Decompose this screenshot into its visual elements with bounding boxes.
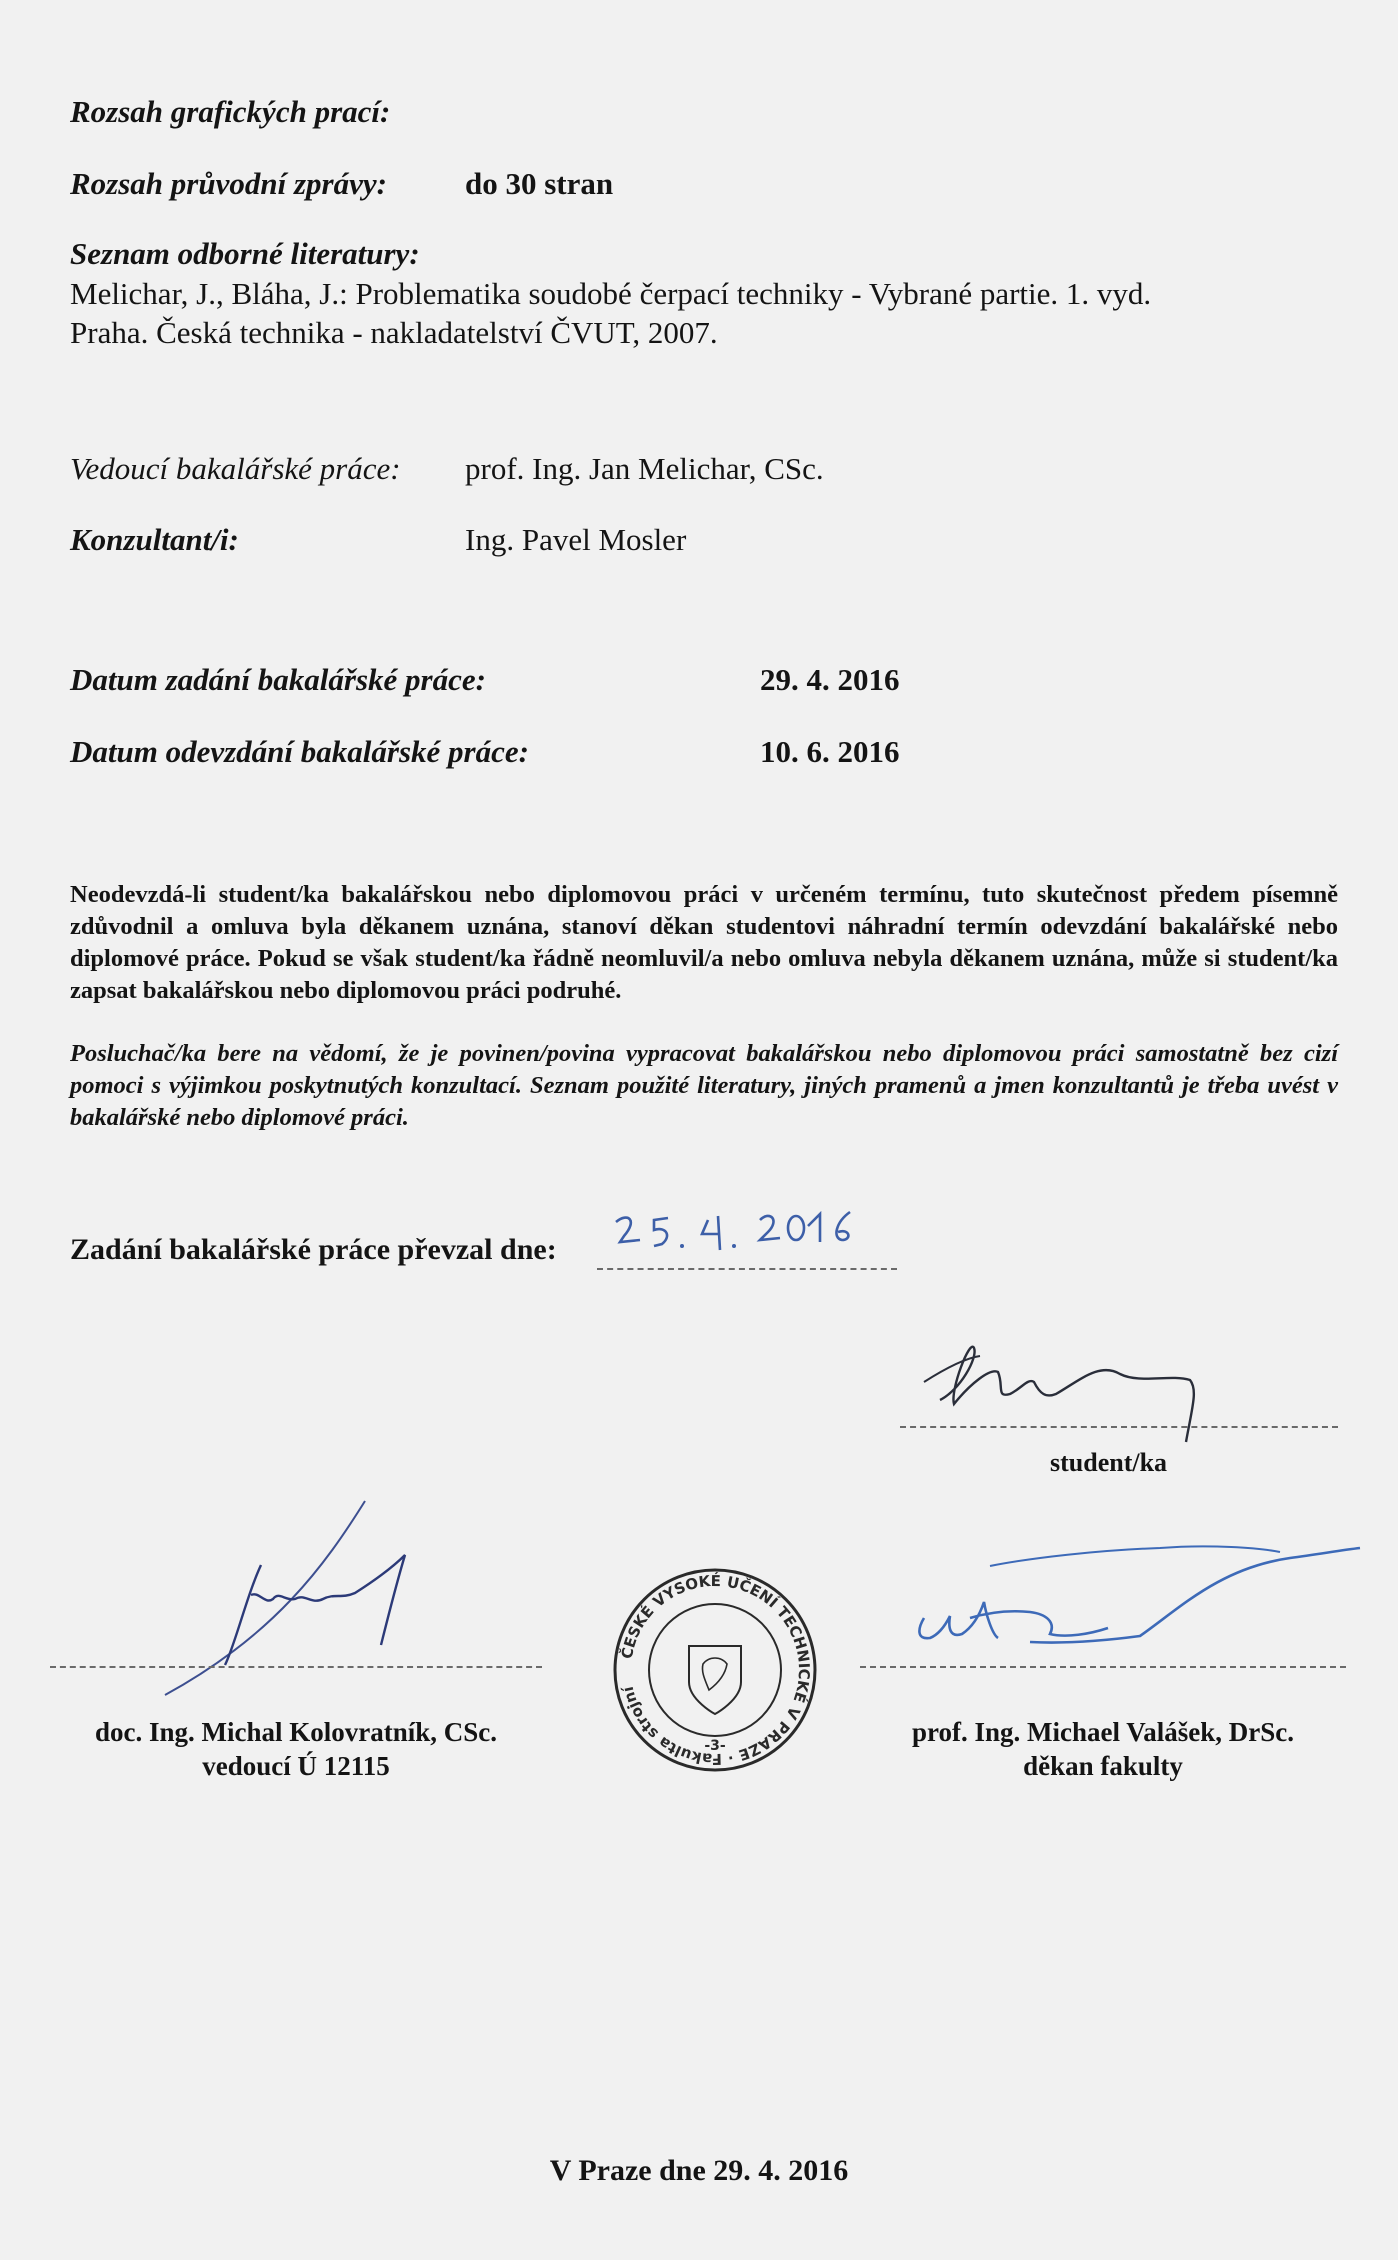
handwritten-date [610,1208,910,1268]
faculty-stamp [605,1560,825,1780]
assign-date-value: 29. 4. 2016 [760,662,900,697]
supervisor-value: prof. Ing. Jan Melichar, CSc. [465,451,824,486]
student-signature-line [900,1426,1338,1428]
consultant-label: Konzultant/i: [70,522,239,557]
place-date: V Praze dne 29. 4. 2016 [549,2154,849,2187]
consultant-value: Ing. Pavel Mosler [465,522,687,557]
head-name: doc. Ing. Michal Kolovratník, CSc. [94,1717,498,1747]
dean-role: děkan fakulty [1023,1751,1183,1781]
dean-signature [880,1548,1398,1668]
submit-date-label: Datum odevzdání bakalářské práce: [70,734,529,769]
notice-paragraph: Neodevzdá-li student/ka bakalářskou nebo diplomovou práci v určeném termínu, tuto skutečnost předem písemně zdůvodnil a omluva byla děkanem uznána, stanoví děkan studentovi náhradní termín odevzdání bakalářské nebo diplomové práce. Pokud se však student/ka řádně neomluvil/a nebo omluva nebyla děkanem uznána, může si student/ka zapsat bakalářskou nebo diplomovou práci podruhé. [70,881,1338,1004]
literature-line-2: Praha. Česká technika - nakladatelství ČVUT, 2007. [70,315,718,350]
received-label: Zadání bakalářské práce převzal dne: [70,1233,557,1266]
received-date-line [597,1268,897,1270]
stamp-number: -3- [704,1738,726,1754]
obligation-paragraph: Posluchač/ka bere na vědomí, že je povinen/povina vypracovat bakalářskou nebo diplomovou práci samostatně bez cizí pomoci s výjimkou poskytnutých konzultací. Seznam použité literatury, jiných pramenů a jmen konzultantů je třeba uvést v bakalářské nebo diplomové práci. [70,1040,1338,1131]
assign-date-label: Datum zadání bakalářské práce: [70,662,486,697]
literature-label: Seznam odborné literatury: [70,236,420,271]
student-caption: student/ka [1050,1448,1168,1477]
report-scope-label: Rozsah průvodní zprávy: [70,166,387,201]
report-scope-value: do 30 stran [465,166,614,201]
stamp-text: ČESKÉ VYSOKÉ UČENÍ TECHNICKÉ V PRAZE · Fakulta strojní [617,1571,814,1769]
head-role: vedoucí Ú 12115 [202,1751,390,1781]
dean-name: prof. Ing. Michael Valášek, DrSc. [911,1717,1295,1747]
literature-line-1: Melichar, J., Bláha, J.: Problematika soudobé čerpací techniky - Vybrané partie. 1. vyd. [70,276,1152,311]
submit-date-value: 10. 6. 2016 [760,734,900,769]
graphics-scope-label: Rozsah grafických prací: [70,94,391,129]
head-signature-line [50,1666,542,1668]
dean-signature-line [860,1666,1346,1668]
supervisor-label: Vedoucí bakalářské práce: [70,451,401,486]
head-signature [155,1495,515,1705]
